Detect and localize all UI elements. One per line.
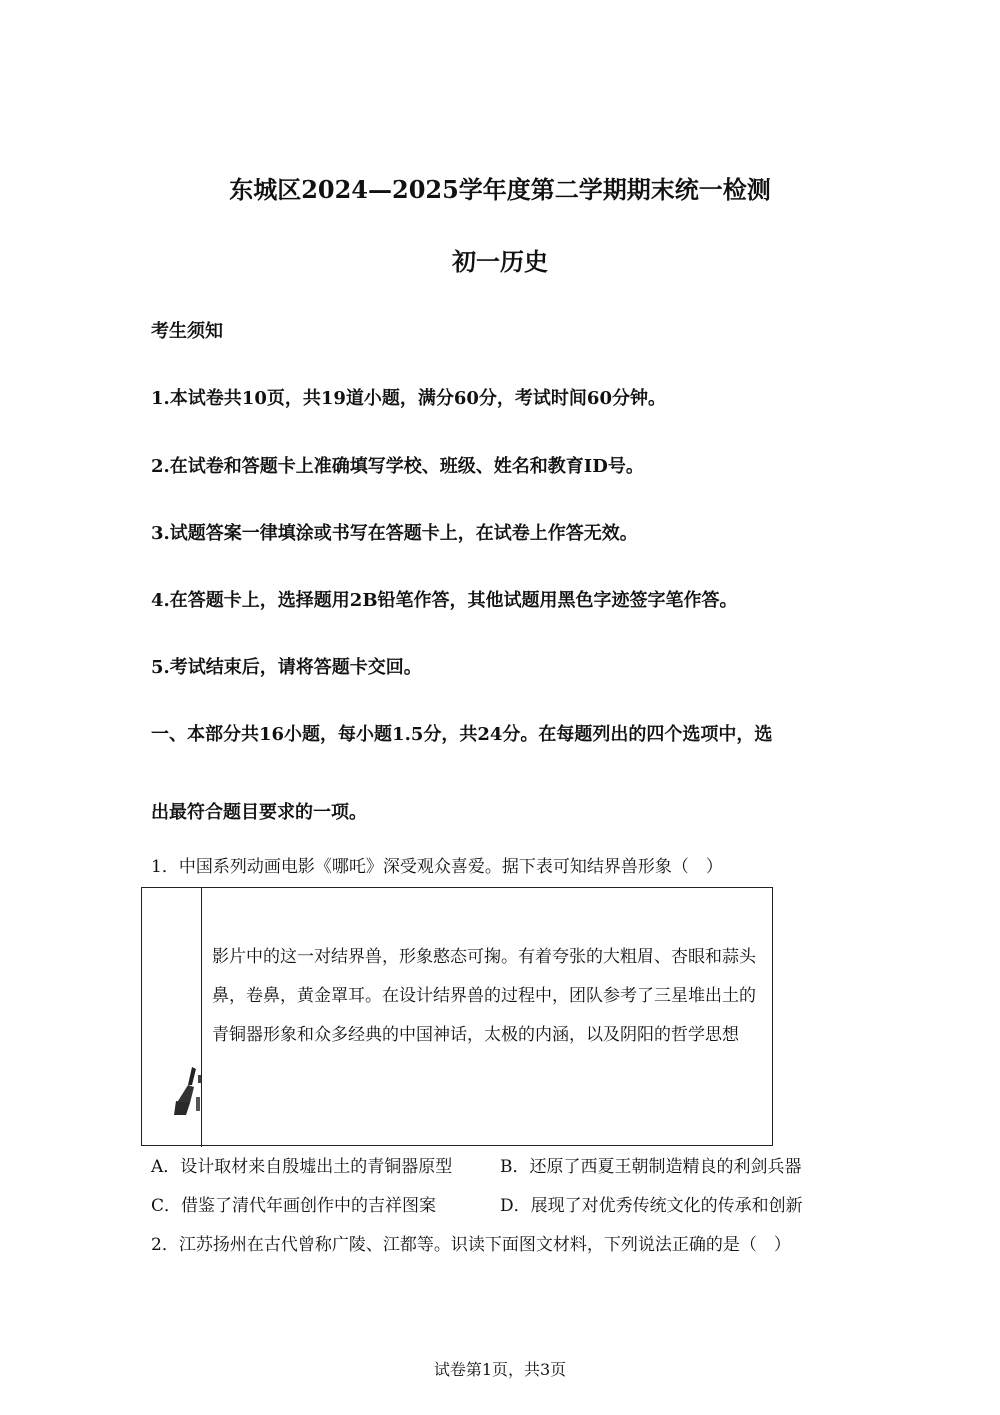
page-subtitle: 初一历史	[452, 247, 548, 276]
beast-figure-icon	[170, 1063, 204, 1125]
option-d[interactable]: D．展现了对优秀传统文化的传承和创新	[500, 1196, 803, 1216]
section-instruction-cont: 出最符合题目要求的一项。	[151, 802, 367, 823]
question-1-material-text: 影片中的这一对结界兽，形象憨态可掬。有着夸张的大粗眉、杏眼和蒜头鼻，卷鼻，黄金罩耳。在设计结界兽的过程中，团队参考了三星堆出土的青铜器形象和众多经典的中国神话，太极的内涵，以及阴阳的哲学思想	[212, 947, 756, 1045]
question-1-stem: 1．中国系列动画电影《哪吒》深受观众喜爱。据下表可知结界兽形象（ ）	[151, 857, 723, 877]
notice-item: 5.考试结束后，请将答题卡交回。	[151, 657, 422, 678]
notice-item: 3.试题答案一律填涂或书写在答题卡上，在试卷上作答无效。	[151, 523, 638, 544]
option-b[interactable]: B．还原了西夏王朝制造精良的利剑兵器	[500, 1157, 802, 1177]
notice-item: 2.在试卷和答题卡上准确填写学校、班级、姓名和教育ID号。	[151, 456, 644, 477]
option-a[interactable]: A．设计取材来自殷墟出土的青铜器原型	[151, 1157, 453, 1177]
option-c[interactable]: C．借鉴了清代年画创作中的吉祥图案	[151, 1196, 437, 1216]
page-footer: 试卷第1页，共3页	[433, 1360, 567, 1379]
notice-item: 4.在答题卡上，选择题用2B铅笔作答，其他试题用黑色字迹签字笔作答。	[151, 590, 738, 611]
notice-item: 1.本试卷共10页，共19道小题，满分60分，考试时间60分钟。	[151, 388, 666, 409]
notice-heading: 考生须知	[151, 321, 223, 342]
page-title: 东城区2024—2025学年度第二学期期末统一检测	[229, 175, 771, 204]
question-1-material-table	[141, 887, 773, 1146]
question-2-stem: 2．江苏扬州在古代曾称广陵、江都等。识读下面图文材料，下列说法正确的是（ ）	[151, 1235, 791, 1255]
section-instruction: 一、本部分共16小题，每小题1.5分，共24分。在每题列出的四个选项中，选	[151, 724, 773, 745]
